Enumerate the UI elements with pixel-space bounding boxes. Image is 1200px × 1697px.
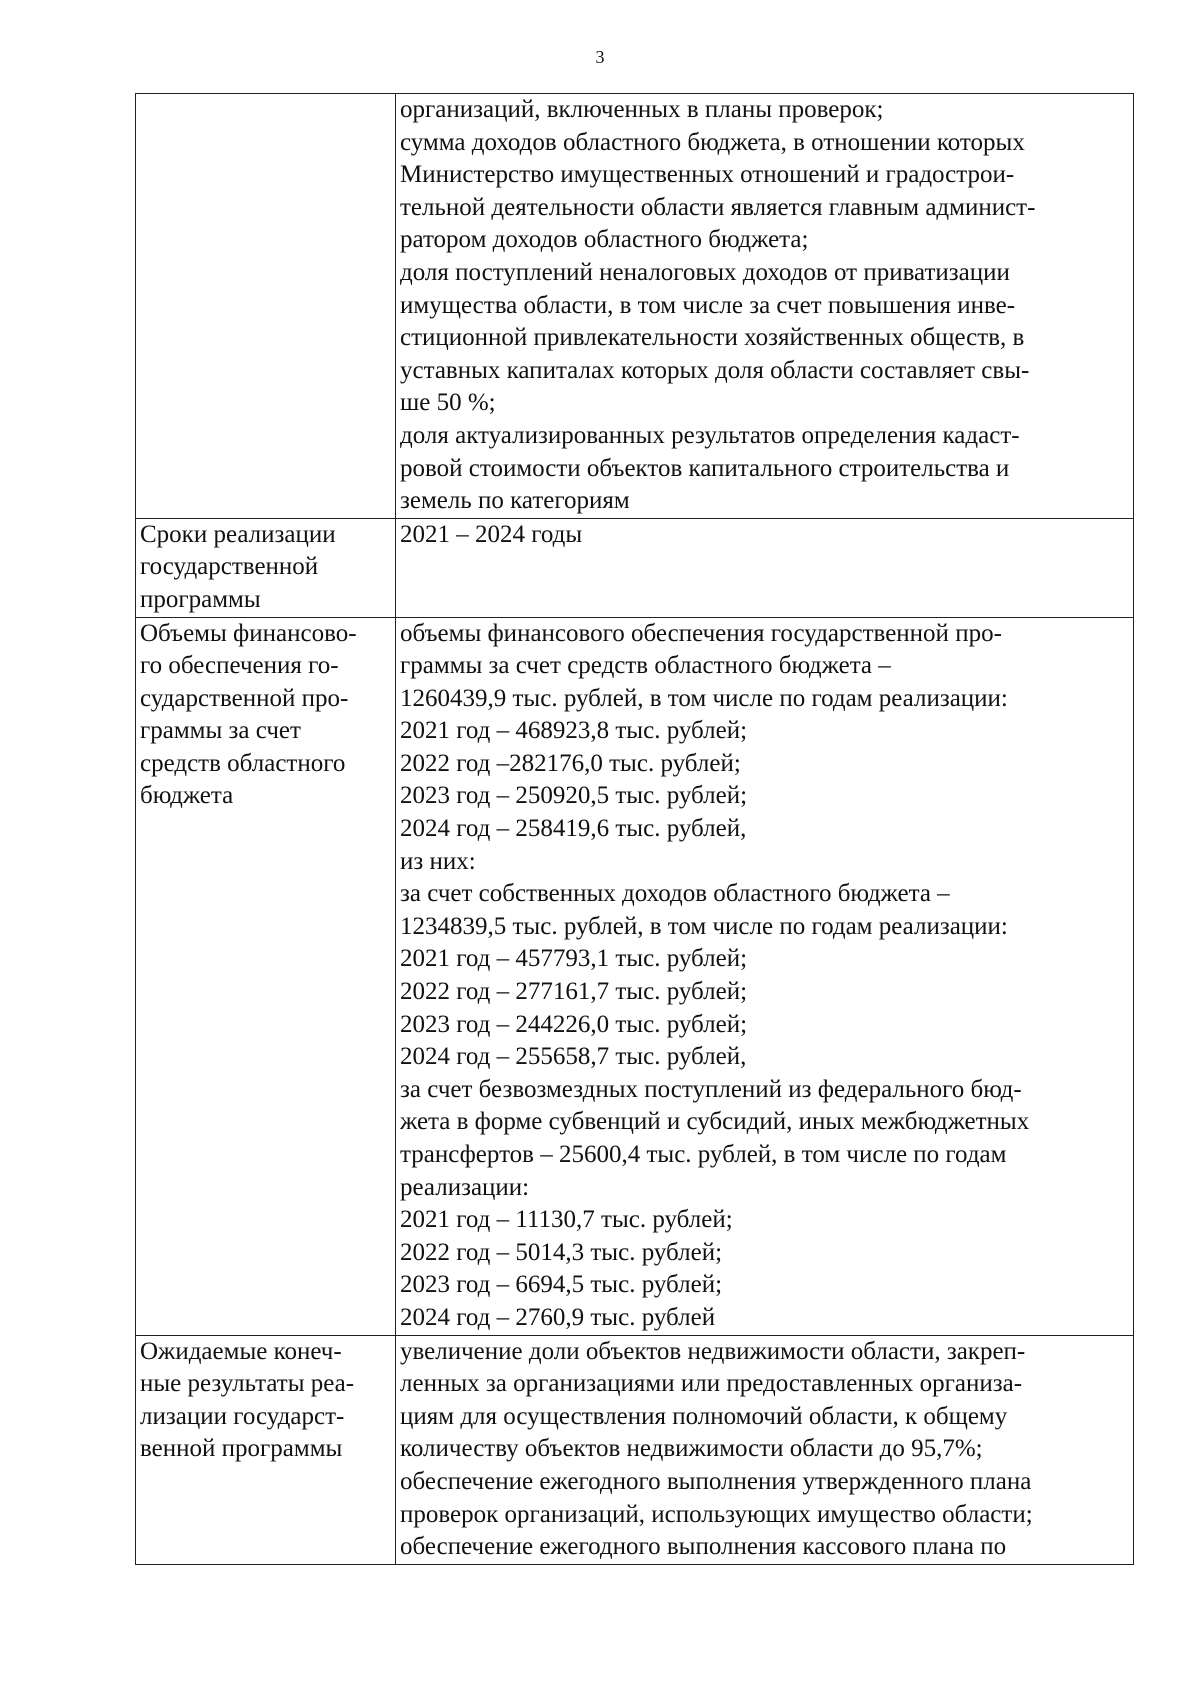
row-label-cell	[136, 1335, 396, 1564]
content-line: 2021 – 2024 годы	[400, 520, 583, 548]
content-line: за счет безвозмездных поступлений из федерального бюд-	[400, 1075, 1022, 1103]
label-line: граммы за счет	[140, 717, 301, 745]
content-line: 2021 год – 11130,7 тыс. рублей;	[400, 1206, 733, 1234]
content-line: обеспечение ежегодного выполнения кассового плана по	[400, 1533, 1007, 1561]
content-line: реализации:	[400, 1173, 530, 1201]
content-line: циям для осуществления полномочий области, к общему	[400, 1402, 1008, 1430]
content-line: 2024 год – 258419,6 тыс. рублей,	[400, 815, 747, 843]
row-content-cell	[396, 617, 1134, 1335]
row-content-cell	[396, 1335, 1134, 1564]
page-number: 3	[595, 47, 605, 67]
content-line: 2022 год – 5014,3 тыс. рублей;	[400, 1238, 723, 1266]
label-line: Сроки реализации	[140, 520, 336, 548]
content-line: сумма доходов областного бюджета, в отношении которых	[400, 128, 1025, 156]
content-line: 1234839,5 тыс. рублей, в том числе по годам реализации:	[400, 912, 1008, 940]
content-line: Министерство имущественных отношений и градострои-	[400, 161, 1015, 189]
content-line: ленных за организациями или предоставленных организа-	[400, 1370, 1023, 1398]
table-row	[136, 617, 1134, 1335]
content-line: объемы финансового обеспечения государственной про-	[400, 619, 1002, 647]
content-line: обеспечение ежегодного выполнения утвержденного плана	[400, 1467, 1032, 1495]
content-line: доля актуализированных результатов определения кадаст-	[400, 421, 1020, 449]
label-line: бюджета	[140, 782, 234, 810]
content-line: ратором доходов областного бюджета;	[400, 226, 809, 254]
row-label-cell	[136, 94, 396, 519]
label-line: лизации государст-	[140, 1402, 345, 1430]
content-line: проверок организаций, использующих имущество области;	[400, 1500, 1033, 1528]
content-line: организаций, включенных в планы проверок;	[400, 96, 884, 123]
content-line: 1260439,9 тыс. рублей, в том числе по годам реализации:	[400, 684, 1008, 712]
content-line: 2022 год – 277161,7 тыс. рублей;	[400, 978, 748, 1006]
content-line: 2023 год – 250920,5 тыс. рублей;	[400, 782, 748, 810]
content-line: ше 50 %;	[400, 389, 496, 417]
content-line: из них:	[400, 847, 476, 875]
content-line: 2022 год –282176,0 тыс. рублей;	[400, 749, 741, 777]
row-label-cell	[136, 617, 396, 1335]
label-line: государственной	[140, 553, 319, 581]
content-line: граммы за счет средств областного бюджета –	[400, 652, 891, 680]
label-line: венной программы	[140, 1435, 343, 1463]
label-line: го обеспечения го-	[140, 652, 339, 680]
content-line: доля поступлений неналоговых доходов от приватизации	[400, 258, 1010, 286]
content-line: тельной деятельности области является главным админист-	[400, 193, 1036, 221]
content-line: 2021 год – 457793,1 тыс. рублей;	[400, 945, 748, 973]
table-row	[136, 94, 1134, 519]
content-line: 2024 год – 2760,9 тыс. рублей	[400, 1303, 716, 1331]
table-row	[136, 518, 1134, 617]
content-line: ровой стоимости объектов капитального строительства и	[400, 454, 1010, 482]
label-line: ные результаты реа-	[140, 1370, 355, 1398]
content-line: стиционной привлекательности хозяйственных обществ, в	[400, 324, 1025, 352]
content-line: уставных капиталах которых доля области составляет свы-	[400, 356, 1030, 384]
label-line: сударственной про-	[140, 684, 349, 712]
content-line: 2021 год – 468923,8 тыс. рублей;	[400, 717, 748, 745]
content-line: 2024 год – 255658,7 тыс. рублей,	[400, 1043, 747, 1071]
row-content-cell	[396, 518, 1134, 617]
content-line: количеству объектов недвижимости области до 95,7%;	[400, 1435, 983, 1463]
label-line: Ожидаемые конеч-	[140, 1337, 342, 1365]
content-line: имущества области, в том числе за счет повышения инве-	[400, 291, 1016, 319]
content-line: 2023 год – 6694,5 тыс. рублей;	[400, 1271, 723, 1299]
label-line: программы	[140, 585, 261, 613]
row-content-cell	[396, 94, 1134, 519]
label-line: Объемы финансово-	[140, 619, 357, 647]
content-line: 2023 год – 244226,0 тыс. рублей;	[400, 1010, 748, 1038]
content-line: жета в форме субвенций и субсидий, иных межбюджетных	[400, 1108, 1030, 1136]
content-line: за счет собственных доходов областного бюджета –	[400, 880, 950, 908]
content-line: трансфертов – 25600,4 тыс. рублей, в том числе по годам	[400, 1141, 1007, 1168]
label-line: средств областного	[140, 749, 346, 777]
content-line: увеличение доли объектов недвижимости области, закреп-	[400, 1337, 1026, 1365]
row-label-cell	[136, 518, 396, 617]
table-row	[136, 1335, 1134, 1564]
passport-table	[135, 93, 1134, 1565]
content-line: земель по категориям	[400, 487, 630, 515]
